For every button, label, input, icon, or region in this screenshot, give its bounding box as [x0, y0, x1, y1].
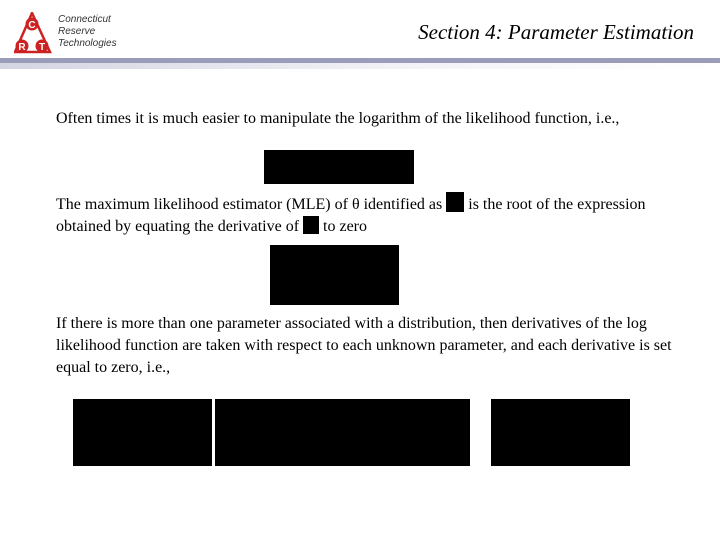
mle-text-part-3: to zero: [323, 218, 368, 235]
paragraph-log-likelihood: Often times it is much easier to manipulate the logarithm of the likelihood function, i.e.,: [56, 110, 620, 127]
mle-text-part-1: The maximum likelihood estimator (MLE) of θ identified as: [56, 196, 443, 213]
logo-wordmark: [58, 14, 117, 50]
redacted-equation-log-likelihood: [264, 150, 414, 184]
paragraph-multi-parameter: If there is more than one parameter associated with a distribution, then derivatives of the log likelihood function are taken with respect to each unknown parameter, and each derivative is set equal to zero, i.e.,: [56, 315, 672, 376]
mle-text-part-2: is the root of the expression obtained by equating the derivative of: [56, 196, 646, 235]
slide-title: Section 4: Parameter Estimation: [418, 20, 694, 44]
redacted-symbol-theta-hat: [446, 192, 464, 212]
redacted-equation-2: [215, 399, 470, 466]
logo-line-3: Technologies: [58, 38, 117, 49]
redacted-equation-derivative: [270, 245, 399, 305]
redacted-symbol-log-l: [303, 216, 319, 234]
logo-letter-r: R: [18, 42, 26, 53]
logo-letter-c: C: [28, 20, 36, 31]
logo-line-2: Reserve: [58, 26, 96, 37]
paragraph-mle: [56, 192, 676, 238]
header-rule-gradient: [0, 63, 720, 69]
logo-letter-t: T: [38, 42, 46, 53]
logo-line-1: Connecticut: [58, 14, 111, 25]
redacted-equation-1: [73, 399, 212, 466]
redacted-equation-3: [491, 399, 630, 466]
